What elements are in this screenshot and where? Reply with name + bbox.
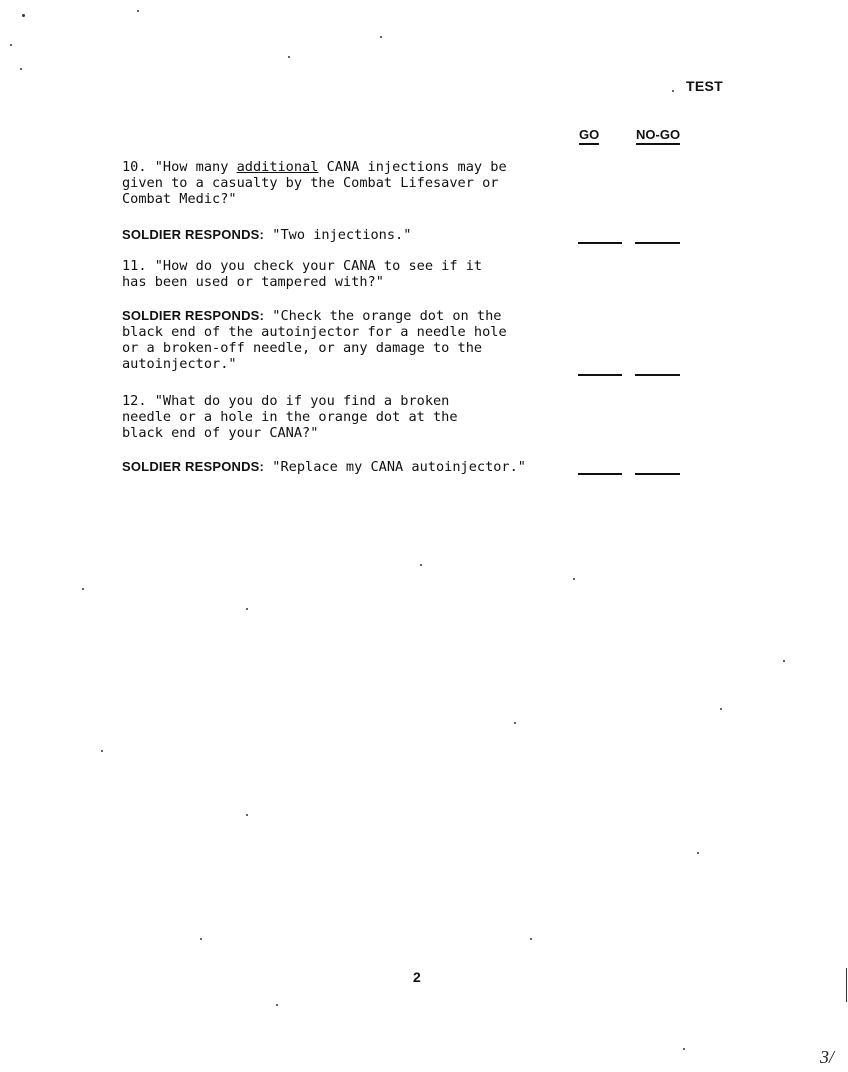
scan-speck	[683, 1048, 685, 1050]
scan-speck	[783, 660, 785, 662]
nogo-blank-10[interactable]	[635, 242, 680, 244]
scan-speck	[697, 852, 699, 854]
scan-speck	[420, 564, 422, 566]
question-12: 12. "What do you do if you find a broken needle or a hole in the orange dot at the black end of your CANA?"	[122, 393, 458, 441]
question-10-emphasis: additional	[236, 159, 319, 175]
go-blank-11[interactable]	[578, 374, 622, 376]
nogo-blank-11[interactable]	[635, 374, 680, 376]
scan-speck	[200, 938, 202, 940]
scan-speck	[514, 722, 516, 724]
response-10-label: SOLDIER RESPONDS:	[122, 227, 265, 242]
response-11-label: SOLDIER RESPONDS:	[122, 308, 265, 323]
scan-speck	[101, 750, 103, 752]
scan-speck	[10, 44, 12, 46]
question-11: 11. "How do you check your CANA to see if it has been used or tampered with?"	[122, 258, 483, 290]
scan-speck	[276, 1004, 278, 1006]
nogo-blank-12[interactable]	[635, 473, 680, 475]
scan-speck	[82, 588, 84, 590]
question-10-suffix: CANA injections may be given to a casualty by the Combat Lifesaver or Combat Medic?"	[122, 159, 507, 207]
response-10	[122, 227, 552, 243]
scan-speck	[22, 14, 25, 17]
question-10	[122, 159, 552, 207]
scan-speck	[380, 36, 382, 38]
page-number: 2	[413, 969, 421, 985]
response-12-label: SOLDIER RESPONDS:	[122, 459, 265, 474]
test-header: TEST	[686, 78, 723, 94]
scan-speck	[137, 10, 139, 12]
scan-speck	[672, 90, 674, 92]
nogo-column-header: NO-GO	[636, 127, 680, 145]
scan-speck	[288, 56, 290, 58]
response-11	[122, 308, 552, 372]
go-blank-12[interactable]	[578, 473, 622, 475]
scan-speck	[246, 608, 248, 610]
response-10-text: "Two injections."	[264, 227, 412, 243]
margin-note: 3/	[819, 1047, 834, 1067]
go-column-header: GO	[579, 127, 599, 145]
scan-speck	[573, 578, 575, 580]
response-11-text: "Check the orange dot on the black end of the autoinjector for a needle hole or a broken-off needle, or any damage to the autoinjector."	[122, 308, 507, 372]
response-12	[122, 459, 552, 475]
scan-speck	[246, 814, 248, 816]
scan-speck	[20, 68, 22, 70]
scan-edge-line	[846, 968, 847, 1002]
scan-speck	[720, 708, 722, 710]
question-10-prefix: 10. "How many	[122, 159, 237, 175]
scan-speck	[530, 938, 532, 940]
response-12-text: "Replace my CANA autoinjector."	[264, 459, 526, 475]
go-blank-10[interactable]	[578, 242, 622, 244]
